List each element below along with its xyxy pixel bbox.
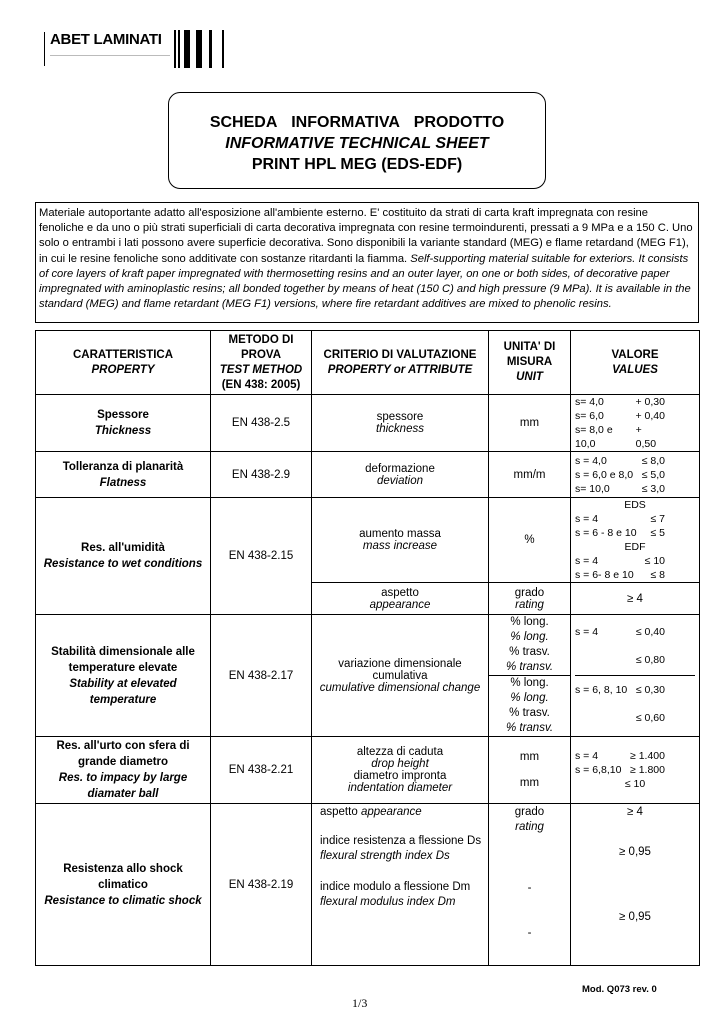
unit-cell: %: [489, 498, 571, 583]
description-english: Self-supporting material suitable for exteriors. It consists of core layers of kraft paper impregnated with thermosetting resins and an outer layer, on one or both sides, of decorative paper impregnated with aminoplastic resins; all bonded together by means of heat (150 C) and high pressure (9 MPa). It is available in the standard (MEG) and flame retardant (MEG F1) versions, where fire retardant additives are mixed to phenolic resins.: [39, 252, 691, 311]
criterion-cell: aspetto appearance indice resistenza a flessione Ds flexural strength index Ds indice modulo a flessione Dm flexural modulus index Dm: [312, 804, 489, 966]
unit-cell: mm/m: [489, 452, 571, 498]
value-cell: s = 4 ≤ 0,40 ≤ 0,80 s = 6, 8, 10 ≤ 0,30 ≤ 0,60: [571, 615, 700, 737]
method-cell: EN 438-2.21: [211, 737, 312, 804]
table-row: [36, 804, 700, 966]
header-method: METODO DI PROVA TEST METHOD (EN 438: 2005): [211, 331, 312, 395]
method-cell: EN 438-2.19: [211, 804, 312, 966]
unit-cell: grado rating: [489, 583, 571, 615]
table-row: [36, 395, 700, 452]
table-row: [36, 615, 700, 737]
property-cell: Stabilità dimensionale alle temperature elevate Stability at elevated temperature: [36, 615, 211, 737]
header-property: CARATTERISTICA PROPERTY: [36, 331, 211, 395]
value-cell: EDS s = 4 ≤ 7 s = 6 - 8 e 10 ≤ 5 EDF s = 4 ≤ 10 s = 6- 8 e 10 ≤ 8: [571, 498, 700, 583]
method-cell: EN 438-2.5: [211, 395, 312, 452]
title-english: INFORMATIVE TECHNICAL SHEET: [225, 135, 489, 152]
method-cell: EN 438-2.15: [211, 498, 312, 615]
method-cell: EN 438-2.9: [211, 452, 312, 498]
product-description: [35, 202, 699, 323]
logo-name: ABET LAMINATI: [50, 31, 162, 48]
value-cell: s = 4,0 ≤ 8,0 s = 6,0 e 8,0 ≤ 5,0 s= 10,0 ≤ 3,0: [571, 452, 700, 498]
property-cell: Resistenza allo shock climatico Resistance to climatic shock: [36, 804, 211, 966]
unit-cell: % long. % long. % trasv. % transv. % long. % long. % trasv. % transv.: [489, 615, 571, 737]
criterion-cell: aumento massa mass increase: [312, 498, 489, 583]
method-cell: EN 438-2.17: [211, 615, 312, 737]
form-code: Mod. Q073 rev. 0: [582, 984, 657, 995]
property-cell: Res. all'umidità Resistance to wet conditions: [36, 498, 211, 615]
abet-laminati-logo: [44, 28, 234, 70]
title-italian: SCHEDA INFORMATIVA PRODOTTO: [209, 114, 505, 131]
table-header-row: [36, 331, 700, 395]
page-number: 1/3: [352, 996, 368, 1010]
criterion-cell: variazione dimensionale cumulativa cumulative dimensional change: [312, 615, 489, 737]
table-row: [36, 737, 700, 804]
criterion-cell: spessore thickness: [312, 395, 489, 452]
value-cell: ≥ 4: [571, 583, 700, 615]
header-criterion: CRITERIO DI VALUTAZIONE PROPERTY or ATTRIBUTE: [312, 331, 489, 395]
unit-cell: mm mm: [489, 737, 571, 804]
description-italian: Materiale autoportante adatto all'esposizione all'ambiente esterno. E' costituito da strati di carta kraft impregnata con resine fenoliche e da uno o più strati superficiali di carta decorativa impregnata con resine termoindurenti, pressati a 9 MPa e a 150 C. Uno solo o entrambi i lati possono avere superficie decorativa. Sono disponibili la variante standard (MEG) e flame retardand (MEG F1), in cui le resine fenoliche sono additivate con sostanze ritardanti la fiamma.: [39, 207, 693, 265]
header-value: VALORE VALUES: [571, 331, 700, 395]
property-cell: Spessore Thickness: [36, 395, 211, 452]
table-row: [36, 498, 700, 583]
value-cell: s= 4,0 + 0,30 s= 6,0 + 0,40 s= 8,0 e 10,0 + 0,50: [571, 395, 700, 452]
unit-cell: mm: [489, 395, 571, 452]
property-cell: Tolleranza di planarità Flatness: [36, 452, 211, 498]
criterion-cell: aspetto appearance: [312, 583, 489, 615]
unit-cell: grado rating - -: [489, 804, 571, 966]
value-cell: ≥ 4 ≥ 0,95 ≥ 0,95: [571, 804, 700, 966]
criterion-cell: altezza di caduta drop height diametro impronta indentation diameter: [312, 737, 489, 804]
value-cell: s = 4 ≥ 1.400 s = 6,8,10 ≥ 1.800 ≤ 10: [571, 737, 700, 804]
property-cell: Res. all'urto con sfera di grande diametro Res. to impacy by large diamater ball: [36, 737, 211, 804]
specification-table: [35, 330, 700, 966]
header-unit: UNITA' DI MISURA UNIT: [489, 331, 571, 395]
table-row: [36, 452, 700, 498]
title-product: PRINT HPL MEG (EDS-EDF): [251, 156, 463, 173]
criterion-cell: deformazione deviation: [312, 452, 489, 498]
title-box: [168, 92, 546, 189]
